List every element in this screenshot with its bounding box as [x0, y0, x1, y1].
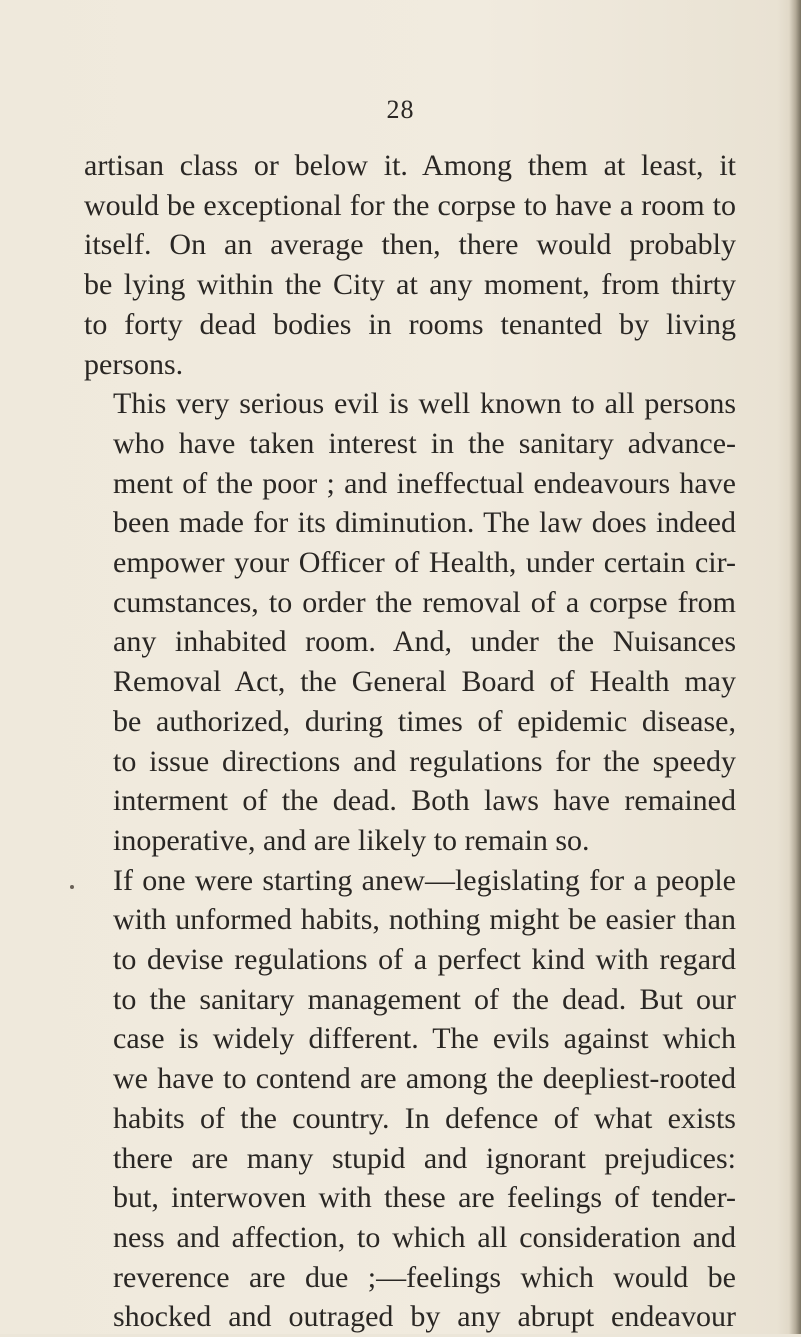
text-line: habits of the country. In defence of what exists: [113, 1101, 736, 1135]
text-line: empower your Officer of Health, under certain cir-: [113, 546, 736, 580]
text-line: inoperative, and are likely to remain so.: [113, 823, 590, 857]
text-line: there are many stupid and ignorant prejudices:: [113, 1141, 736, 1175]
text-line: interment of the dead. Both laws have remained: [113, 784, 736, 818]
text-line: cumstances, to order the removal of a corpse from: [113, 585, 736, 619]
text-line: This very serious evil is well known to all persons: [113, 387, 736, 421]
text-line: who have taken interest in the sanitary advance-: [113, 426, 736, 460]
text-line: be lying within the City at any moment, from thirty: [84, 268, 736, 302]
text-line: If one were starting anew—legislating for a people: [113, 863, 736, 897]
text-line: reverence are due ;—feelings which would be: [113, 1260, 736, 1294]
text-line: been made for its diminution. The law does indeed: [113, 506, 736, 540]
page-edge-shadow: [789, 0, 801, 1334]
paragraph-3: [84, 861, 736, 1337]
text-line: case is widely different. The evils against which: [113, 1022, 736, 1056]
text-line: but, interwoven with these are feelings of tender-: [113, 1181, 736, 1215]
text-line: Removal Act, the General Board of Health may: [113, 665, 736, 699]
text-line: with unformed habits, nothing might be easier than: [113, 903, 736, 937]
text-line: to issue directions and regulations for the speedy: [113, 744, 736, 778]
text-line: to the sanitary management of the dead. But our: [113, 982, 736, 1016]
text-line: be authorized, during times of epidemic disease,: [113, 704, 736, 738]
text-line: to forty dead bodies in rooms tenanted by living: [84, 307, 736, 341]
text-line: would be exceptional for the corpse to have a room to: [84, 188, 736, 222]
text-line: persons.: [84, 347, 184, 381]
body-text: [84, 146, 736, 1337]
text-line: ness and affection, to which all consideration and: [113, 1220, 736, 1254]
text-line: shocked and outraged by any abrupt endeavour: [113, 1300, 736, 1334]
paragraph-1: [84, 146, 736, 384]
ink-speck: [70, 885, 74, 889]
text-line: ment of the poor ; and ineffectual endeavours have: [113, 466, 736, 500]
page-number: 28: [386, 95, 415, 124]
text-line: we have to contend are among the deepliest-rooted: [113, 1062, 736, 1096]
paragraph-2: [84, 384, 736, 860]
text-line: to devise regulations of a perfect kind with regard: [113, 943, 736, 977]
text-line: any inhabited room. And, under the Nuisances: [113, 625, 736, 659]
text-line: artisan class or below it. Among them at least, it: [84, 149, 736, 182]
text-line: itself. On an average then, there would probably: [84, 228, 736, 262]
